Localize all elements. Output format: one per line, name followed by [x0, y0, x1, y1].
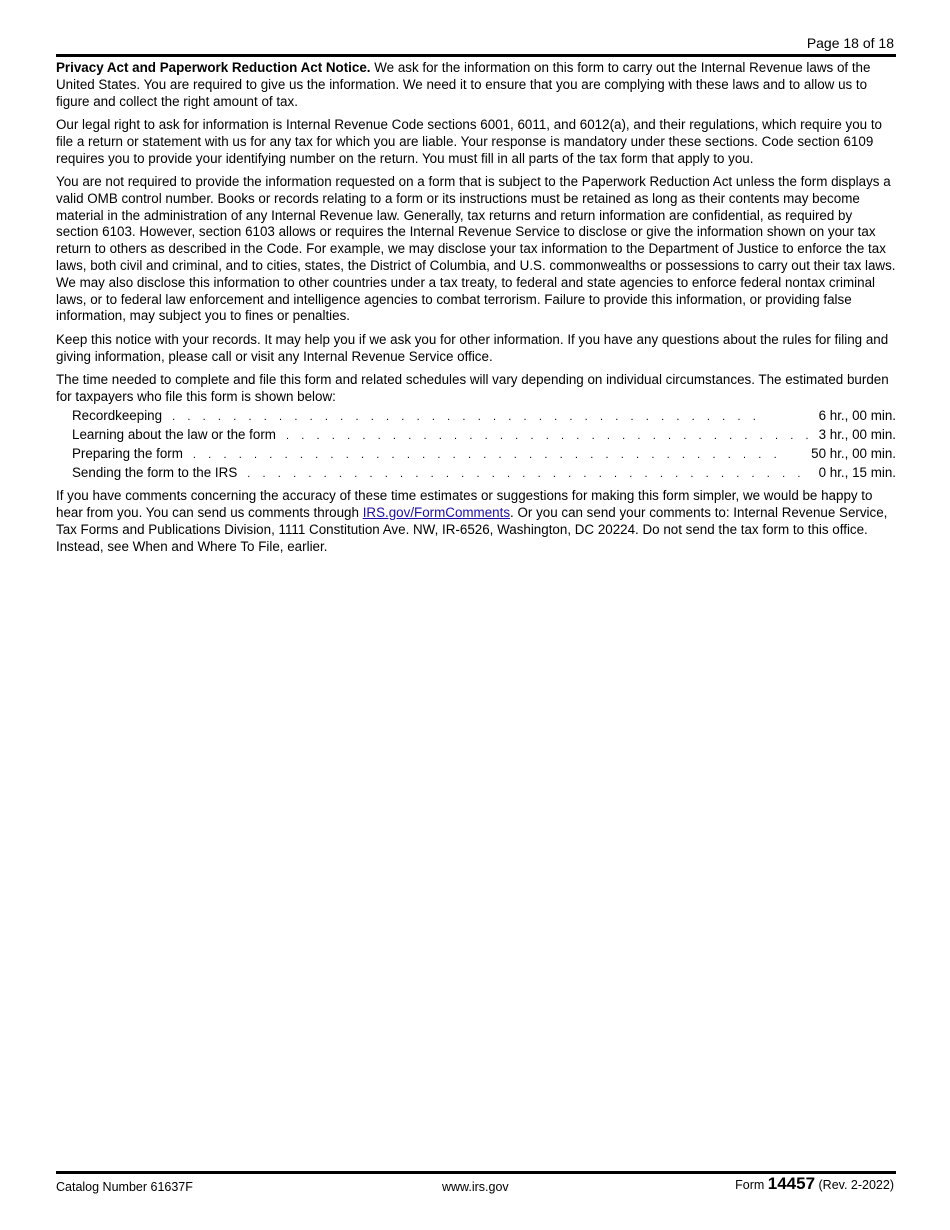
form-number: 14457 — [767, 1174, 816, 1193]
burden-value: 50 hr., 00 min. — [811, 445, 896, 461]
burden-value: 3 hr., 00 min. — [818, 426, 896, 442]
burden-label: Recordkeeping — [72, 407, 163, 423]
comments-text-before-link: If you have comments concerning the accuracy of these time estimates or suggestions for making this form simpler, we would be happy to hear from you. You can send us comments through — [56, 488, 873, 520]
notice-paragraph-omb: You are not required to provide the information requested on a form that is subject to the Paperwork Reduction Act unless the form displays a valid OMB control number. Books or records relating to a form or its instructions must be retained as long as their contents may become material in the administration of any Internal Revenue law. Generally, tax returns and return information are confidential, as required by section 6103. However, section 6103 allows or requires the Internal Revenue Service to disclose or give the information shown on your tax return to others as described in the Code. For example, we may disclose your tax information to the Department of Justice to enforce the tax laws, both civil and criminal, and to cities, states, the District of Columbia, and U.S. commonwealths or possessions to carry out their tax laws. We may also disclose this information to other countries under a tax treaty, to federal and state agencies to enforce federal nontax criminal laws, or to federal law enforcement and intelligence agencies to combat terrorism. Failure to provide this information, or providing false information, may subject you to fines or penalties. — [56, 173, 896, 324]
dot-leader — [286, 425, 811, 444]
website: www.irs.gov — [442, 1180, 509, 1194]
burden-value: 0 hr., 15 min. — [818, 464, 896, 480]
notice-paragraph-comments — [56, 488, 896, 555]
form-identifier — [735, 1174, 894, 1194]
notice-title: Privacy Act and Paperwork Reduction Act Notice. — [56, 60, 371, 75]
burden-value: 6 hr., 00 min. — [818, 407, 896, 423]
burden-label: Sending the form to the IRS — [72, 464, 238, 480]
comments-text-after-link: . Or you can send your comments to: Internal Revenue Service, Tax Forms and Publications Division, 1111 Constitution Ave. NW, IR-6526, Washington, DC 20224. Do not send the tax form to this office. Instead, see When and Where To File, earlier. — [56, 504, 888, 554]
burden-row-recordkeeping — [72, 406, 896, 425]
notice-body — [56, 60, 896, 562]
catalog-number: Catalog Number 61637F — [56, 1180, 193, 1194]
notice-paragraph-burden-intro: The time needed to complete and file this form and related schedules will vary depending on individual circumstances. The estimated burden for taxpayers who file this form is shown below: — [56, 371, 889, 404]
notice-paragraph-privacy-text: We ask for the information on this form to carry out the Internal Revenue laws of the United States. You are required to give us the information. We need it to ensure that you are complying with these laws and to allow us to figure and collect the right amount of tax. — [56, 60, 871, 109]
form-prefix: Form — [735, 1178, 768, 1192]
page-footer — [56, 1176, 896, 1198]
notice-paragraph-privacy — [56, 60, 896, 110]
dot-leader — [247, 463, 810, 482]
burden-row-preparing — [72, 444, 896, 463]
header-divider — [56, 54, 896, 57]
notice-paragraph-records: Keep this notice with your records. It may help you if we ask you for other information. If you have any questions about the rules for filing and giving information, please call or visit any Internal Revenue Service office. — [56, 331, 889, 364]
form-revision: (Rev. 2-2022) — [815, 1178, 894, 1192]
burden-table — [72, 406, 896, 482]
form-comments-link[interactable]: IRS.gov/FormComments — [362, 504, 511, 520]
burden-label: Preparing the form — [72, 445, 183, 461]
dot-leader — [172, 406, 811, 425]
dot-leader — [193, 444, 803, 463]
burden-row-learning — [72, 425, 896, 444]
notice-paragraph-legal-right: Our legal right to ask for information is Internal Revenue Code sections 6001, 6011, and 6012(a), and their regulations, which require you to file a return or statement with us for any tax for which you are liable. Your response is mandatory under these sections. Code section 6109 requires you to provide your identifying number on the return. You must fill in all parts of the tax form that apply to you. — [56, 116, 882, 166]
burden-row-sending — [72, 463, 896, 482]
burden-label: Learning about the law or the form — [72, 426, 276, 442]
page-number: Page 18 of 18 — [806, 35, 894, 51]
